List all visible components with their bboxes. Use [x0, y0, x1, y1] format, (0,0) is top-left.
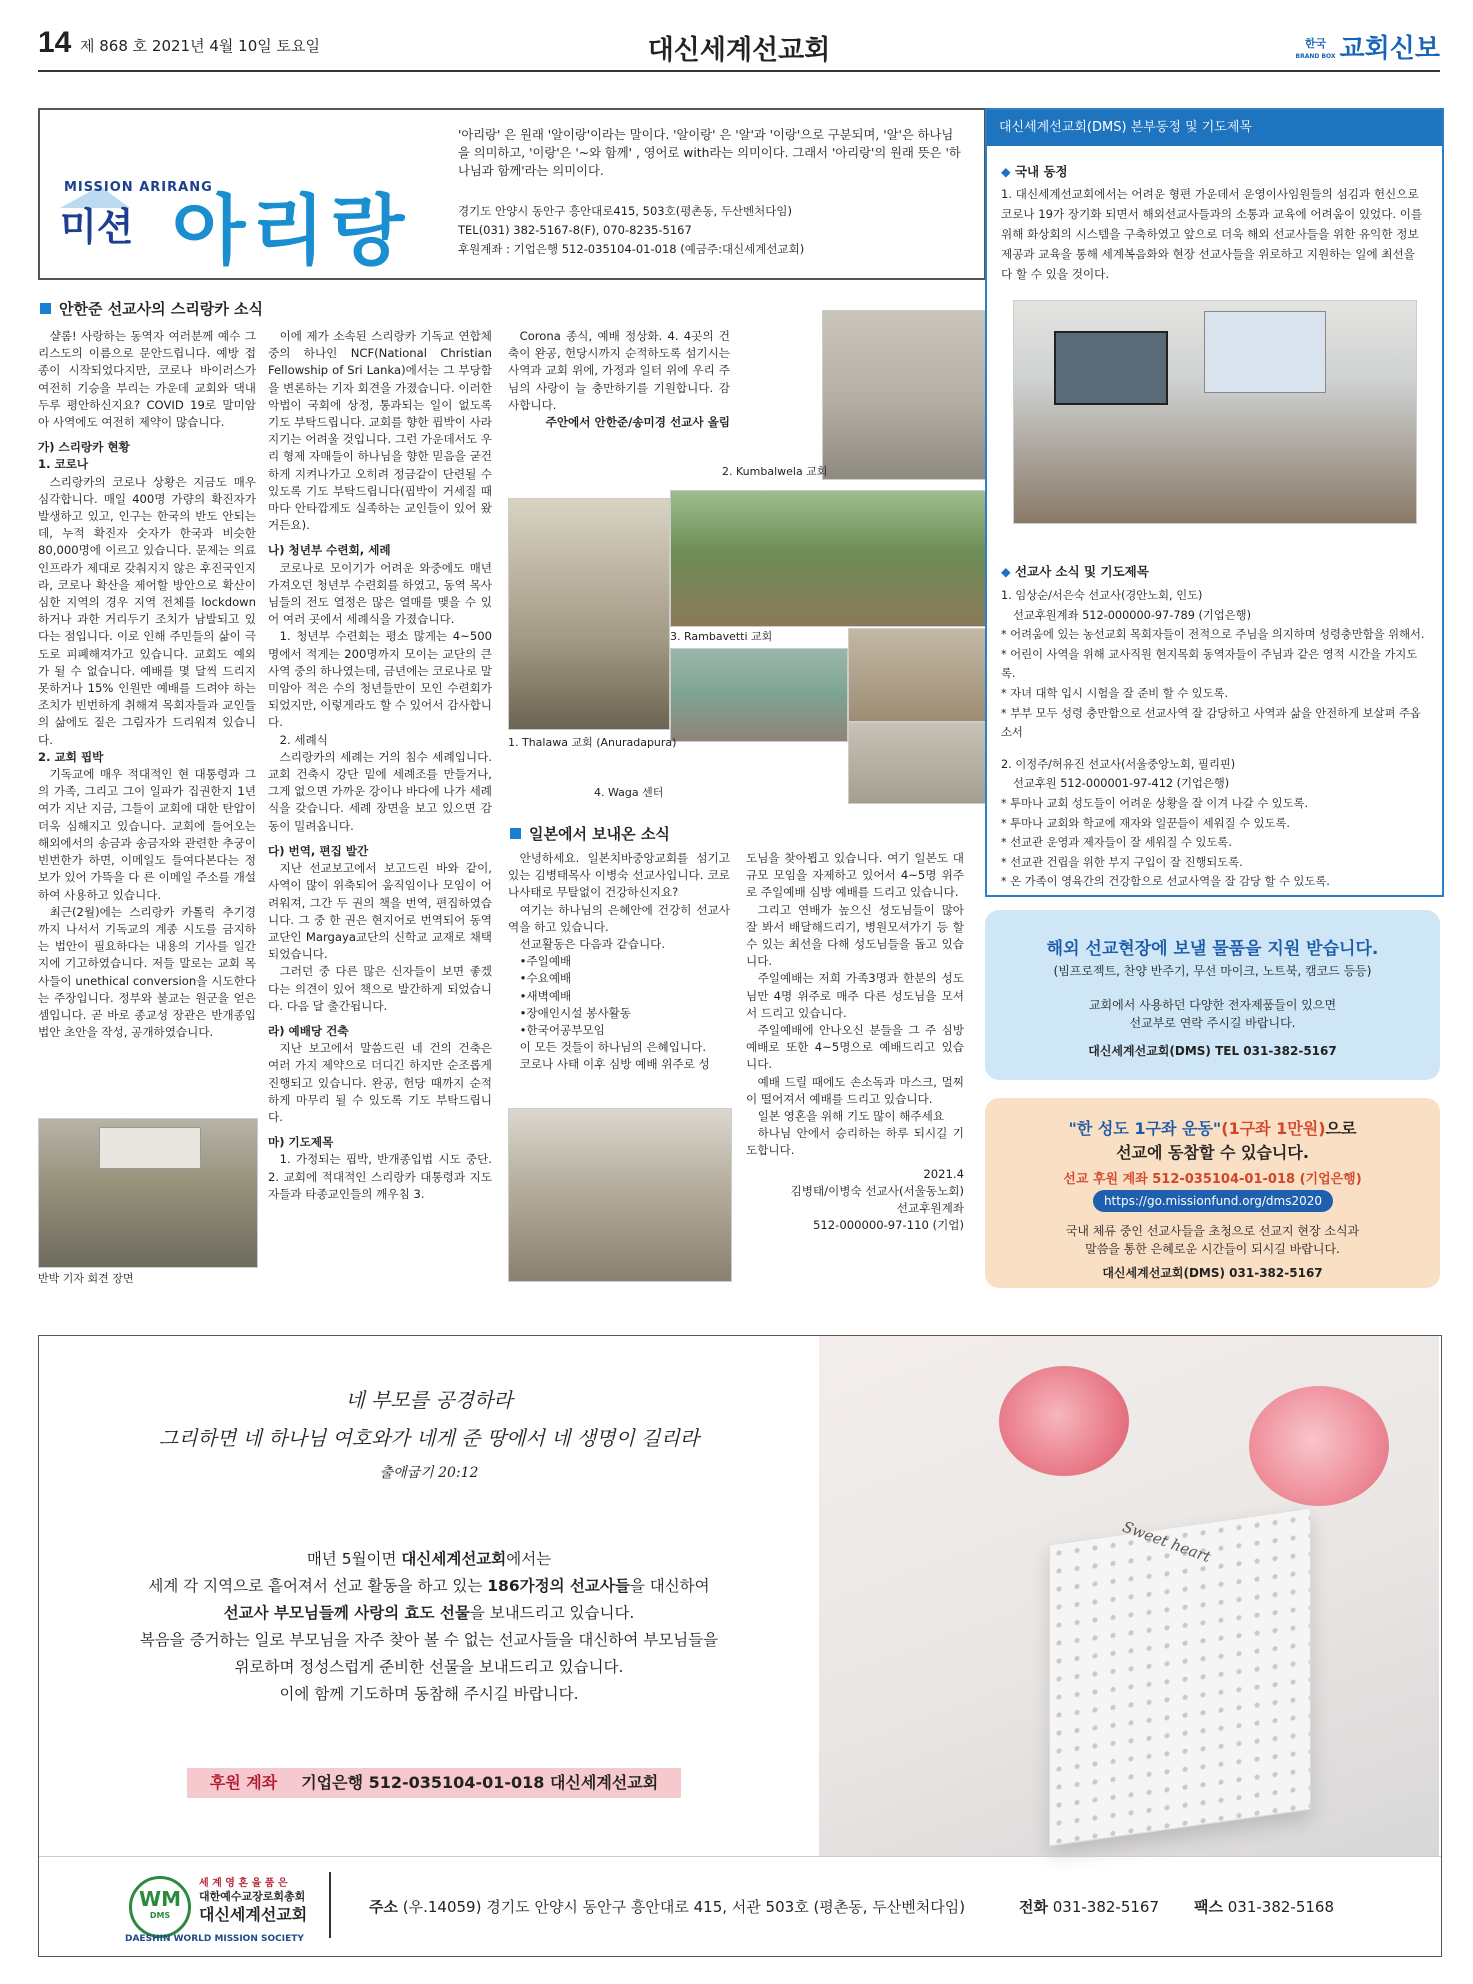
footer-tel — [1019, 1896, 1159, 1917]
footer-address — [369, 1896, 965, 1917]
article1-heading-1: 1. 코로나 — [38, 457, 89, 472]
activity-item: •장애인시설 봉사활동 — [519, 1005, 631, 1020]
campaign-line-1 — [985, 1116, 1440, 1139]
mission-arirang-masthead — [38, 108, 986, 280]
ad-body-line-1 — [39, 1546, 819, 1573]
ad-text: 세계 각 지역으로 흩어져서 선교 활동을 하고 있는 — [148, 1577, 488, 1595]
donation-text-2: 선교부로 연락 주시길 바랍니다. — [1129, 1016, 1296, 1030]
article1-col3 — [508, 328, 730, 431]
article1-col2-p8: 지난 보고에서 말씀드린 네 건의 건축은 여러 가지 제약으로 더디긴 하지만 순조롭게 진행되고 있습니다. 완공, 헌당 때까지 순적하게 마무리 될 수 있도록 기도 부탁드립니다. — [268, 1041, 492, 1124]
newspaper-logo — [1296, 28, 1440, 65]
divider — [39, 1856, 1441, 1857]
footer-org-1: 세 계 영 혼 을 품 은 — [199, 1878, 288, 1889]
masthead-intro: '아리랑' 은 원래 '알이랑'이라는 말이다. '알이랑' 은 '알'과 '이랑'으로 구분되며, '알'은 하나님을 의미하고, '이랑'은 '~와 함께' , 영어로 with라는 의미이다. 그래서 '아리랑'의 원래 뜻은 '하나님과 함께'라는 의미이다. — [458, 128, 961, 178]
ad-text: 매년 5월이면 — [306, 1550, 402, 1568]
dms-logo-icon — [129, 1876, 191, 1938]
logo-mark: WM — [139, 1887, 181, 1911]
ad-body — [39, 1546, 819, 1708]
verse-line-2: 그리하면 네 하나님 여호와가 네게 준 땅에서 네 생명이 길리라 — [158, 1426, 700, 1450]
article1-col2-p6: 지난 선교보고에서 보고드린 바와 같이, 사역이 많이 위축되어 움직임이나 모임이 어려워져, 그간 두 권의 책을 번역, 편집하였습니다. 그 중 한 권은 현지어로 번역되어 동역교단인 Margaya교단의 신학교 교재로 채택되었습니다. — [268, 861, 492, 962]
article2-date: 2021.4 — [923, 1166, 964, 1181]
gift-box-icon — [1049, 1508, 1311, 1847]
verse-reference: 출애굽기 20:12 — [379, 1465, 479, 1481]
fax-value: 031-382-5168 — [1222, 1898, 1335, 1916]
footer-org-2: 대한예수교장로회총회 — [199, 1890, 306, 1903]
masthead-tel: TEL(031) 382-5167-8(F), 070-8235-5167 — [458, 223, 692, 237]
equipment-donation-box — [985, 910, 1440, 1080]
press-photo-caption: 반박 기자 회견 장면 — [38, 1272, 134, 1285]
ad-body-line-6: 이에 함께 기도하며 동참해 주시길 바랍니다. — [279, 1685, 579, 1703]
ad-families: 186가정의 선교사들 — [487, 1577, 630, 1595]
masthead-address: 경기도 안양시 동안구 흥안대로415, 503호(평촌동, 두산벤처다임) — [458, 204, 792, 218]
banner-shape — [99, 1127, 201, 1169]
page-header — [38, 26, 1440, 72]
ad-text: 을 보내드리고 있습니다. — [469, 1604, 635, 1622]
missionary-news-list — [1001, 586, 1431, 892]
campaign-text-2: 말씀을 통한 은혜로운 시간들이 되시길 바랍니다. — [1085, 1242, 1340, 1256]
ad-body-line-2 — [39, 1573, 819, 1600]
address-label: 주소 — [369, 1898, 398, 1916]
activity-item: •수요예배 — [519, 971, 572, 986]
article1-col1-p2: 스리랑카의 코로나 상황은 지금도 매우 심각합니다. 매일 400명 가량의 확진자가 발생하고 있고, 인구는 한국의 반도 안되는데, 누적 확진자 숫자가 한국과 비슷한 80,000명에 이르고 있습니다. 문제는 의료 인프라가 제대로 갖춰지지 않은 후진국인지라, 코로나 확산을 제어할 방안으로 확산이 심한 지역의 경우 지역 전체를 lockdown 하거나 과한 거리두기 조치가 남발되고 있다는 점입니다. 이로 인해 주민들의 삶이 극도로 피폐해져가고 있습니다. 교회도 예외가 될 수 없습니다. 예배를 몇 달씩 드리지 못하거나 15% 인원만 예배를 드려야 하는 조치가 빈번하게 취해져 목회자들과 교인들의 삶에도 짙은 그림자가 드리워져 있습니다. — [38, 474, 256, 747]
ad-org-name: 대신세계선교회 — [401, 1550, 507, 1568]
prayer-item: * 선교관 건립을 위한 부지 구입이 잘 진행되도록. — [1001, 855, 1243, 869]
construction-photo-1 — [848, 628, 986, 722]
campaign-line-2: 선교에 동참할 수 있습니다. — [1116, 1143, 1309, 1162]
campaign-amount: (1구좌 1만원) — [1221, 1119, 1326, 1138]
domestic-news-title: ◆ 국내 동정 — [1001, 162, 1068, 180]
missionary-news-title: ◆ 선교사 소식 및 기도제목 — [1001, 562, 1149, 580]
article1-col1-p3: 기독교에 매우 적대적인 현 대통령과 그의 가족, 그리고 그이 일파가 집권한지 1년여가 지난 지금, 그들이 교회에 대한 탄압이 더욱 심해지고 있습니다. 교회에 들어오는 해외에서의 송금과 송금자와 관련한 추궁이 빈번한가 하면, 이메일도 들여다본다는 정보가 있어 가뜩을 다 른 이메일 주소를 개설하여 사용하고 있습니다. — [38, 767, 256, 902]
article1-col2-p7: 그러던 중 다른 많은 신자들이 보면 좋겠다는 의견이 있어 책으로 발간하게 되었습니다. 다음 달 출간됩니다. — [268, 964, 492, 1013]
prayer-item: * 어린이 사역을 위해 교사직원 현지목회 동역자들이 주님과 같은 영적 시간을 가지도록. — [1001, 647, 1418, 681]
activity-item: •새벽예배 — [519, 988, 572, 1003]
footer-org-3: 대신세계선교회 — [199, 1905, 308, 1924]
article2-title: 일본에서 보내온 소식 — [510, 823, 670, 844]
campaign-account: 선교 후원 계좌 512-035104-01-018 (기업은행) — [1063, 1172, 1362, 1187]
article1-signature: 주안에서 안한준/송미경 선교사 올림 — [545, 415, 730, 430]
article2-account: 512-000000-97-110 (기업) — [813, 1218, 964, 1233]
issue-info: 제 868 호 2021년 4월 10일 토요일 — [80, 37, 320, 55]
tel-value: 031-382-5167 — [1047, 1898, 1160, 1916]
missionary-1-account: 선교후원계좌 512-000000-97-789 (기업은행) — [1013, 608, 1251, 622]
campaign-text-1: 국내 체류 중인 선교사들을 초청으로 선교지 현장 소식과 — [1065, 1224, 1360, 1238]
article1-heading-ra: 라) 예배당 건축 — [268, 1023, 349, 1038]
missionary-1-name: 1. 임상순/서은숙 선교사(경안노회, 인도) — [1001, 589, 1203, 602]
footer-fax — [1194, 1896, 1334, 1917]
article1-col2-p2: 코로나로 모이기가 어려운 와중에도 매년 가져오던 청년부 수련회를 하였고, 동역 목사님들의 전도 열정은 많은 열매를 맺을 수 있어 여러 곳에서 세례식을 가졌습니다. — [268, 560, 492, 627]
article2-col2 — [746, 850, 964, 1234]
article1-col2-p9: 1. 가정되는 핍박, 반개종입법 시도 중단. 2. 교회에 적대적인 스리랑카 대통령과 지도자들과 타종교인들의 깨우침 3. — [268, 1152, 492, 1201]
parents-gift-ad — [38, 1335, 1442, 1957]
one-account-campaign-box — [985, 1098, 1440, 1288]
logo-prefix: 한국 — [1304, 36, 1327, 50]
logo-sub: BRAND BOX — [1295, 52, 1336, 60]
logo-dms: DMS — [149, 1911, 171, 1920]
campaign-url-link[interactable]: https://go.missionfund.org/dms2020 — [1093, 1190, 1333, 1212]
logo-main: 교회신보 — [1339, 34, 1440, 64]
construction-photo-2 — [848, 722, 986, 804]
caption-rambavetti: 3. Rambavetti 교회 — [670, 630, 773, 643]
dms-news-sidebar — [985, 108, 1444, 897]
article2-col1-p3: 선교활동은 다음과 같습니다. — [519, 937, 666, 952]
rambavetti-church-photo — [670, 490, 986, 627]
domestic-news-text: 1. 대신세계선교회에서는 어려운 형편 가운데서 운영이사임원들의 섬김과 헌신으로 코로나 19가 장기화 되면서 해외선교사들과의 소통과 교육에 어려움이 있었다. 이를 위해 화상회의 시스템을 구축하였고 앞으로 더욱 해외 선교사들을 위한 유익한 정보제공과 교육을 통해 세계복음화와 현장 선교사들을 위로하고 지원하는 일에 최선을 다 할 수 있을 것이다. — [1001, 187, 1423, 281]
article1-col2 — [268, 328, 492, 1203]
waga-center-photo — [670, 648, 848, 742]
gift-ribbon-text: Sweet heart — [1120, 1517, 1214, 1567]
ad-account: 기업은행 512-035104-01-018 대신세계선교회 — [301, 1773, 659, 1792]
fax-label: 팩스 — [1194, 1898, 1223, 1916]
kumbalwela-church-photo — [822, 310, 986, 480]
article1-heading-ga: 가) 스리랑카 현황 — [38, 440, 130, 455]
donation-title: 해외 선교현장에 보낼 물품을 지원 받습니다. — [1046, 939, 1379, 959]
article1-col1 — [38, 328, 256, 1041]
footer-divider — [329, 1872, 331, 1938]
article2-signature: 김병태/이병숙 선교사(서울동노회) — [790, 1183, 964, 1198]
article2-col1 — [508, 850, 730, 1074]
gift-photo — [819, 1336, 1439, 1856]
article1-heading-ma: 마) 기도제목 — [268, 1135, 334, 1150]
prayer-item: * 투마나 교회 성도들이 어려운 상황을 잘 이겨 나갈 수 있도록. — [1001, 796, 1309, 810]
missionary-2-name: 2. 이정주/허유진 선교사(서울중앙노회, 필리핀) — [1001, 757, 1236, 771]
screen-shape — [1054, 331, 1168, 405]
page-number: 14 — [38, 26, 72, 59]
article1-col1-p4: 최근(2월)에는 스리랑카 카톨릭 추기경까지 나서서 기독교의 계종 시도를 금지하는 법안이 필요하다는 내용의 기사를 일간지에 기고하였습니다. 저들 말로는 교회 목사들이 unethical conversion을 시도한다는 주장입니다. 정부와 불교는 원군을 얻은 셈입니다. 곧 바로 종교성 장관은 반개종입법안 초안을 작성, 공개하였습니다. — [38, 904, 256, 1040]
missionary-2-account: 선교후원 512-000001-97-412 (기업은행) — [1013, 777, 1230, 791]
prayer-item: * 어려움에 있는 농선교회 목회자들이 전적으로 주님을 의지하며 성령충만함을 위해서. — [1001, 628, 1425, 642]
campaign-contact: 대신세계선교회(DMS) 031-382-5167 — [1102, 1266, 1323, 1280]
campaign-suffix: 으로 — [1325, 1119, 1357, 1138]
ad-body-line-5: 위로하며 정성스럽게 준비한 선물을 보내드리고 있습니다. — [234, 1658, 624, 1676]
article2-col1-p5: 코로나 사태 이후 심방 예배 위주로 성 — [519, 1057, 710, 1072]
ad-gift: 선교사 부모님들께 사랑의 효도 선물 — [223, 1604, 470, 1622]
rose-icon — [999, 1366, 1129, 1476]
caption-thalawa: 1. Thalawa 교회 (Anuradapura) — [508, 736, 677, 749]
caption-waga: 4. Waga 센터 — [594, 786, 664, 799]
article1-title: 안한준 선교사의 스리랑카 소식 — [40, 298, 263, 319]
article1-col2-p3: 1. 청년부 수련회는 평소 많게는 4~500명에서 적게는 200명까지 모이는 교단의 큰 사역 중의 하나였는데, 금년에는 코로나로 말미암아 적은 수의 청년들만이 모인 수련회가 되었지만, 이렇게라도 할 수 있어서 감사합니다. — [268, 629, 492, 730]
prayer-item: * 온 가족이 영육간의 건강함으로 선교사역을 잘 감당 할 수 있도록. — [1001, 875, 1330, 889]
rose-icon — [1249, 1386, 1389, 1506]
article2-col2-p5: 예배 드릴 때에도 손소독과 마스크, 멀찌이 떨어져서 예배를 드리고 있습니다. — [746, 1074, 964, 1106]
tel-label: 전화 — [1019, 1898, 1048, 1916]
donation-contact: 대신세계선교회(DMS) TEL 031-382-5167 — [1088, 1044, 1337, 1058]
masthead-mission: 미션 — [60, 205, 134, 249]
map-board-shape — [1204, 311, 1326, 393]
article1-col3-p1: Corona 종식, 예배 정상화. 4. 4곳의 건축이 완공, 헌당시까지 순적하도록 섬기시는 사역과 교회 위에, 가정과 일터 위에 우리 주님의 사랑이 늘 충만하기를 기원합니다. 감사합니다. — [508, 329, 730, 412]
prayer-item: * 투마나 교회와 학교에 재자와 일꾼들이 세워질 수 있도록. — [1001, 816, 1290, 830]
thalawa-church-photo — [508, 498, 670, 730]
section-title: 대신세계선교회 — [647, 35, 831, 66]
press-conference-photo — [38, 1118, 258, 1268]
masthead-account: 후원계좌 : 기업은행 512-035104-01-018 (예금주:대신세계선교회) — [458, 242, 805, 256]
footer-org-en: DAESHIN WORLD MISSION SOCIETY — [125, 1934, 304, 1944]
ad-text: 에서는 — [506, 1550, 552, 1568]
ad-body-line-3 — [39, 1600, 819, 1627]
article1-heading-da: 다) 번역, 편집 발간 — [268, 843, 369, 858]
ad-body-line-4: 복음을 증거하는 일로 부모님을 자주 찾아 볼 수 없는 선교사들을 대신하여 부모님들을 — [139, 1631, 719, 1649]
activity-item: •주일예배 — [519, 954, 572, 969]
article1-heading-2: 2. 교회 핍박 — [38, 749, 104, 764]
article1-col2-p5: 스리랑카의 세례는 거의 침수 세례입니다. 교회 건축시 강단 밑에 세례조를 만들거나, 그게 없으면 가까운 강이나 바다에 나가 세례식을 갖습니다. 세례 장면을 보고 있으면 감동이 밀려옵니다. — [268, 749, 492, 833]
article1-col2-p1: 이에 제가 소속된 스리랑카 기독교 연합체 중의 하나인 NCF(National Christian Fellowship of Sri Lanka)에서는 그 부당함을 변론하는 기자 회견을 가졌습니다. 이러한 악법이 국회에 상정, 통과되는 일이 없도록 기도 부탁드립니다. 교회를 향한 핍박이 사라지기는 어려울 것입니다. 그런 가운데서도 우리 형제 자매들이 하나님을 향한 믿음을 굳건하게 지켜나가고 오히려 정금같이 단련될 수 있도록 기도 부탁드립니다(핍박이 거세질 때마다 안타깝게도 실족하는 교인들이 있어 왔거든요). — [268, 329, 492, 533]
article2-col2-p2: 그리고 연배가 높으신 성도님들이 많아 잘 봐서 배달해드리기, 병원모셔가기 등 할 수 있는 최선을 다해 성도님들을 돕고 있습니다. — [746, 902, 964, 969]
ad-account-label: 후원 계좌 — [209, 1773, 278, 1792]
article1-col1-p1: 샬롬! 사랑하는 동역자 여러분께 예수 그리스도의 이름으로 문안드립니다. 예방 접종이 시작되었다지만, 코로나 바이러스가 여전히 기승을 부리는 가운데 교회와 댁내 두루 평안하신지요? COVID 19로 말미암아 사역에도 여전히 제약이 많습니다. — [38, 329, 256, 430]
article1-heading-na: 나) 청년부 수련회, 세례 — [268, 543, 391, 558]
masthead-small-title: MISSION ARIRANG — [64, 180, 213, 195]
campaign-name: "한 성도 1구좌 운동" — [1068, 1119, 1222, 1138]
ad-text: 을 대신하여 — [629, 1577, 710, 1595]
donation-text-1: 교회에서 사용하던 다양한 전자제품들이 있으면 — [1088, 998, 1337, 1012]
sidebar-header: 대신세계선교회(DMS) 본부동정 및 기도제목 — [987, 110, 1442, 146]
article2-col2-p1: 도님을 찾아뵙고 있습니다. 여기 일본도 대규모 모임을 자제하고 있어서 4~5명 위주로 주일예배 심방 예배를 드리고 있습니다. — [746, 851, 964, 900]
ad-account-bar — [187, 1768, 681, 1798]
donation-items: (빔프로젝트, 찬양 반주기, 무선 마이크, 노트북, 캠코드 등등) — [1053, 964, 1372, 978]
article2-col2-p6: 일본 영혼을 위해 기도 많이 해주세요 — [757, 1109, 945, 1124]
prayer-item: * 부부 모두 성령 충만함으로 선교사역 잘 감당하고 사역과 삶을 안전하게 보살펴 주옵소서 — [1001, 706, 1421, 740]
article2-col2-p7: 하나님 안에서 승리하는 하루 되시길 기도합니다. — [746, 1126, 964, 1158]
activity-item: •한국어공부모임 — [519, 1023, 605, 1038]
prayer-item: * 선교관 운영과 제자들이 잘 세워질 수 있도록. — [1001, 836, 1232, 850]
address-value: (우.14059) 경기도 안양시 동안구 흥안대로 415, 서관 503호 (평촌동, 두산벤처다임) — [397, 1898, 966, 1916]
article2-col1-p1: 안녕하세요. 일본치바중앙교회를 섬기고 있는 김병태목사 이병숙 선교사입니다. 코로나사태로 무탈없이 건강하신지요? — [508, 851, 730, 900]
video-conference-photo — [1013, 300, 1417, 524]
verse-line-1: 네 부모를 공경하라 — [345, 1388, 513, 1412]
article2-col1-p4: 이 모든 것들이 하나님의 은혜입니다. — [519, 1040, 707, 1055]
article2-col2-p3: 주일예배는 저희 가족3명과 한분의 성도님만 4명 위주로 매주 다른 성도님을 모셔서 드리고 있습니다. — [746, 971, 964, 1020]
prayer-item: * 자녀 대학 입시 시험을 잘 준비 할 수 있도록. — [1001, 686, 1229, 700]
article2-col2-p4: 주일예배에 안나오신 분들을 그 주 심방 예배로 또한 4~5명으로 예배드리고 있습니다. — [746, 1023, 964, 1072]
article2-col1-p2: 여기는 하나님의 은혜안에 건강히 선교사역을 하고 있습니다. — [508, 902, 730, 934]
article2-account-label: 선교후원계좌 — [896, 1201, 964, 1216]
japan-congregation-photo — [508, 1108, 732, 1282]
article1-col2-p4: 2. 세례식 — [279, 732, 328, 747]
caption-kumbalwela: 2. Kumbalwela 교회 — [722, 465, 828, 478]
masthead-arirang: 아리랑 — [172, 186, 411, 275]
